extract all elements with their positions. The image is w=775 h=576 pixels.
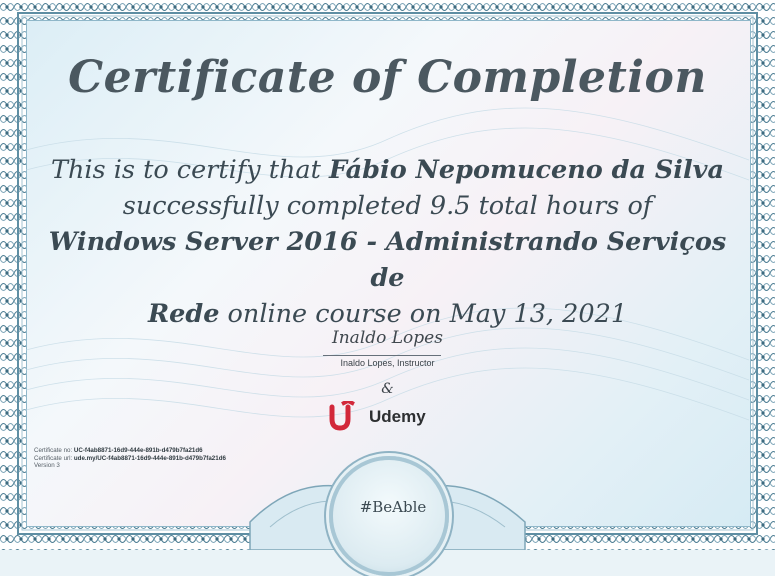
beable-seal — [329, 456, 449, 576]
recipient-name: Fábio Nepomuceno da Silva — [328, 155, 725, 185]
date-text: online course on May 13, 2021 — [227, 299, 628, 329]
certificate-meta — [34, 447, 226, 470]
course-title-line2: Rede — [147, 299, 220, 329]
udemy-logo — [327, 400, 426, 434]
signature-line — [323, 355, 441, 356]
certificate-title: Certificate of Completion — [68, 52, 707, 103]
intro-text: This is to certify that — [50, 155, 321, 185]
instructor-caption: Inaldo Lopes, Instructor — [340, 358, 435, 368]
cert-url: ude.my/UC-f4ab8871-16d9-444e-891b-d479b7fa21d6 — [73, 454, 226, 462]
udemy-logo-text: Udemy — [369, 407, 426, 426]
cert-version: Version 3 — [34, 462, 60, 470]
ampersand: & — [381, 381, 394, 397]
course-title-line1: Windows Server 2016 - Administrando Serviços de — [48, 227, 727, 293]
udemy-logo-icon — [327, 401, 363, 433]
cert-no-label: Certificate no: — [34, 447, 73, 454]
instructor-signature: Inaldo Lopes — [332, 328, 443, 348]
cert-no: UC-f4ab8871-16d9-444e-891b-d479b7fa21d6 — [73, 447, 203, 454]
completed-text: successfully completed 9.5 total hours of — [122, 191, 653, 221]
cert-url-label: Certificate url: — [34, 454, 73, 462]
seal-text: #BeAble — [359, 498, 427, 516]
certificate-statement — [40, 152, 735, 332]
